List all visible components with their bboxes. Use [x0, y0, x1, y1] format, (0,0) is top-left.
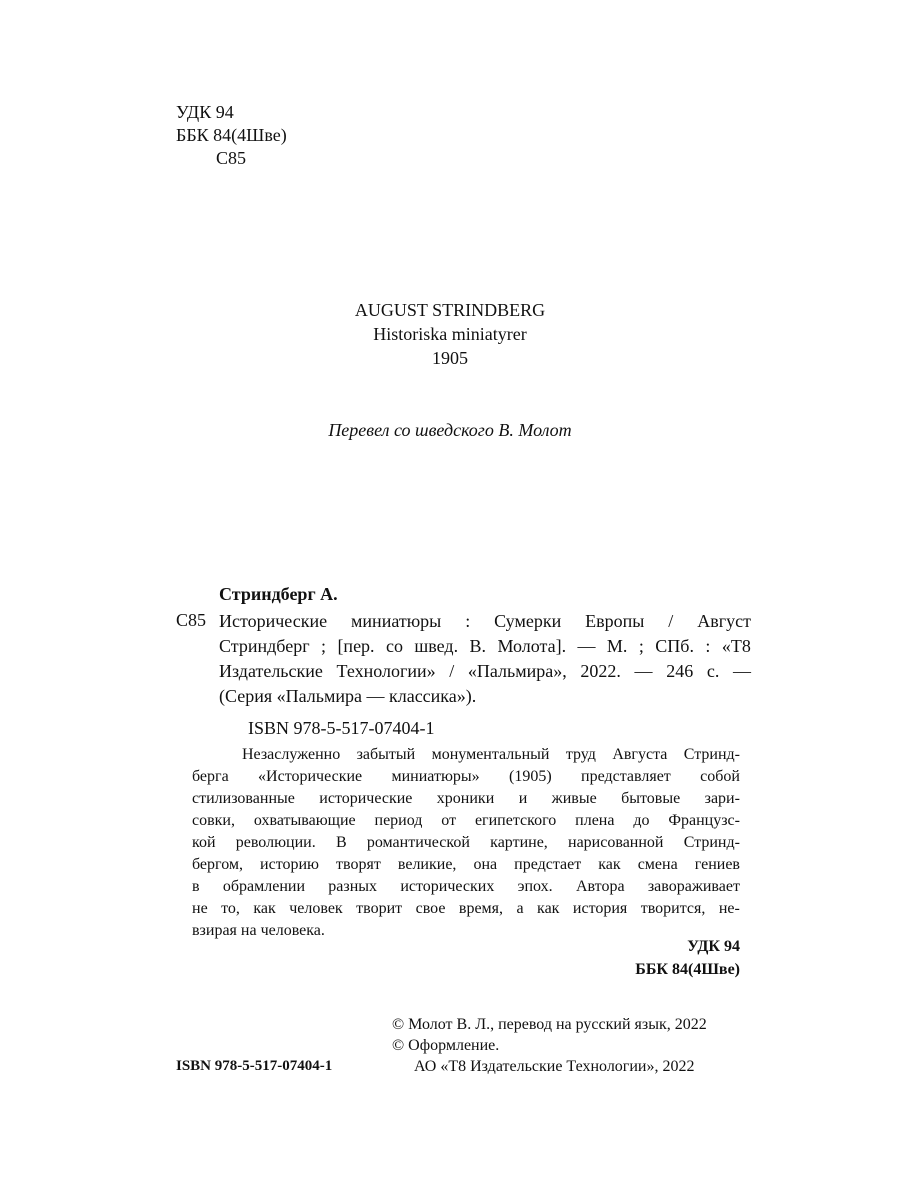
annotation-line-word: Автора [575, 878, 625, 895]
bib-description-line-word: с. [706, 661, 720, 681]
annotation-line-word: миниатюры» [391, 768, 480, 785]
annotation-line-word: исторических [400, 878, 495, 895]
annotation-line-word: творится, [640, 900, 706, 917]
annotation-line-word: берга [192, 768, 229, 785]
annotation-line-word: «Исторические [258, 768, 363, 785]
bib-description-line-word: миниатюры [351, 611, 442, 631]
annotation-line-word: завораживает [647, 878, 740, 895]
annotation-line-word: революции. [235, 834, 316, 851]
bib-description-line-word: / [449, 661, 455, 681]
original-author: AUGUST STRINDBERG [354, 300, 546, 320]
bib-description-line [219, 634, 751, 659]
bib-description-line-word: Исторические [219, 611, 328, 631]
bib-description-line-word: 2022. [580, 661, 621, 681]
annotation-line-word: Стринд- [683, 834, 740, 851]
bib-description-line-word: : [465, 611, 471, 631]
udk-code: УДК 94 [176, 102, 234, 122]
annotation-line-word: охватывающие [253, 812, 356, 829]
bib-description-line-word: ; [638, 636, 644, 656]
bib-description-line-word: Август [697, 611, 751, 631]
annotation-line-word: смена [637, 856, 678, 873]
translator-note: Перевел со шведского В. Молот [328, 420, 572, 440]
bib-description-line [219, 684, 751, 709]
annotation-line-word: совки, [192, 812, 235, 829]
copyright-translation: © Молот В. Л., перевод на русский язык, 2022 [392, 1016, 707, 1033]
bib-description-line-word: Стриндберг [219, 636, 310, 656]
bib-description-line [219, 659, 751, 684]
bib-description-line-word: / [668, 611, 674, 631]
annotation-line-word: до [633, 812, 650, 829]
bib-description-line-word: Европы [585, 611, 645, 631]
annotation-line-word: творят [336, 856, 381, 873]
annotation-line-word: в [192, 878, 200, 895]
annotation-line-word: живые [551, 790, 597, 807]
author-mark: С85 [216, 148, 247, 168]
annotation-line-word: период [374, 812, 423, 829]
bib-author-heading: Стриндберг А. [219, 584, 338, 604]
annotation-line-word: гениев [694, 856, 740, 873]
bib-description-line-word: СПб. [655, 636, 694, 656]
bib-description-line-word: Сумерки [494, 611, 562, 631]
annotation-line-word: как [537, 900, 560, 917]
annotation-line-word: забытый [356, 746, 416, 763]
annotation-line-word: нарисованной [568, 834, 664, 851]
bib-description-line-word: В. [469, 636, 487, 656]
bib-description-line-word: «Т8 [721, 636, 751, 656]
annotation-line-word: Французс- [668, 812, 740, 829]
annotation-line-word: В [335, 834, 347, 851]
annotation-line-word: монументальный [431, 746, 550, 763]
annotation-line [192, 766, 740, 788]
annotation-line-word: бытовые [621, 790, 681, 807]
annotation-line-word: творит [356, 900, 403, 917]
bib-description-line-word: М. [606, 636, 628, 656]
annotation-line [192, 876, 740, 898]
bib-description-line-text: (Серия «Пальмира — классика»). [219, 686, 477, 706]
annotation [192, 744, 740, 942]
annotation-line-word: плена [575, 812, 615, 829]
original-edition-info [0, 298, 900, 370]
bib-description-line-word: — [577, 636, 596, 656]
annotation-line-word: время, [458, 900, 504, 917]
annotation-line-word: то, [221, 900, 240, 917]
bib-description-line-word: со [385, 636, 403, 656]
annotation-line-word: обрамлении [222, 878, 305, 895]
annotation-line-word: она [473, 856, 498, 873]
bib-description-line-word: — [634, 661, 653, 681]
annotation-line-word: как [598, 856, 621, 873]
bib-description-line-word: Молота]. [497, 636, 567, 656]
original-title: Historiska miniatyrer [373, 324, 527, 344]
classification-top [176, 101, 287, 170]
original-year: 1905 [432, 348, 468, 368]
copyright-notice [392, 1014, 707, 1077]
bib-description-line-word: 246 [666, 661, 694, 681]
annotation-line-word: свое [415, 900, 446, 917]
annotation-line-word: и [518, 790, 528, 807]
annotation-line-word: разных [328, 878, 378, 895]
copyright-publisher: АО «Т8 Издательские Технологии», 2022 [414, 1058, 695, 1075]
bib-description-line [219, 609, 751, 634]
bib-description-line-word: «Пальмира», [467, 661, 567, 681]
annotation-line-word: человек [289, 900, 343, 917]
annotation-line [192, 832, 740, 854]
bib-description-line-word: : [705, 636, 711, 656]
annotation-line-word: Стринд- [683, 746, 740, 763]
annotation-line-word: (1905) [509, 768, 552, 785]
annotation-line-word: представляет [581, 768, 671, 785]
bib-call-number: С85 [176, 610, 207, 630]
annotation-line-word: собой [700, 768, 740, 785]
copyright-design: © Оформление. [392, 1037, 500, 1054]
annotation-line-word: предстает [514, 856, 582, 873]
annotation-line-word: романтической [366, 834, 470, 851]
classification-bottom [540, 935, 740, 981]
bbk-code: ББК 84(4Шве) [176, 125, 287, 145]
annotation-line-word: историю [260, 856, 320, 873]
annotation-line [192, 854, 740, 876]
annotation-line-word: а [516, 900, 524, 917]
annotation-line [192, 810, 740, 832]
annotation-line-word: хроники [436, 790, 495, 807]
udk-code-bottom: УДК 94 [687, 938, 740, 955]
annotation-line [192, 788, 740, 810]
annotation-line-word: труд [565, 746, 596, 763]
annotation-line-word: Августа [612, 746, 668, 763]
bib-description [219, 609, 751, 709]
annotation-line-word: не- [718, 900, 740, 917]
annotation-line-word: великие, [397, 856, 457, 873]
annotation-line-word: картине, [490, 834, 548, 851]
annotation-line-word: кой [192, 834, 216, 851]
annotation-line-word: Незаслуженно [242, 746, 341, 763]
annotation-line-word: стилизованные [192, 790, 295, 807]
bib-description-line-word: ; [321, 636, 327, 656]
annotation-line-word: египетского [474, 812, 557, 829]
annotation-line-word: не [192, 900, 208, 917]
bib-description-line-word: Технологии» [336, 661, 436, 681]
annotation-line-word: как [253, 900, 276, 917]
annotation-line-word: история [572, 900, 628, 917]
bib-isbn: ISBN 978-5-517-07404-1 [248, 718, 435, 738]
bib-description-line-word: [пер. [337, 636, 375, 656]
annotation-line-word: от [441, 812, 457, 829]
bib-description-line-word: швед. [414, 636, 459, 656]
annotation-line [192, 744, 740, 766]
annotation-line [192, 898, 740, 920]
annotation-line-word: зари- [704, 790, 740, 807]
annotation-line-text: взирая на человека. [192, 922, 325, 939]
annotation-line-word: эпох. [517, 878, 553, 895]
bib-description-line-word: — [732, 661, 751, 681]
isbn-bottom: ISBN 978-5-517-07404-1 [176, 1058, 333, 1074]
annotation-line-word: бергом, [192, 856, 244, 873]
bbk-code-bottom: ББК 84(4Шве) [635, 961, 740, 978]
annotation-line-word: исторические [319, 790, 413, 807]
bib-description-line-word: Издательские [219, 661, 323, 681]
